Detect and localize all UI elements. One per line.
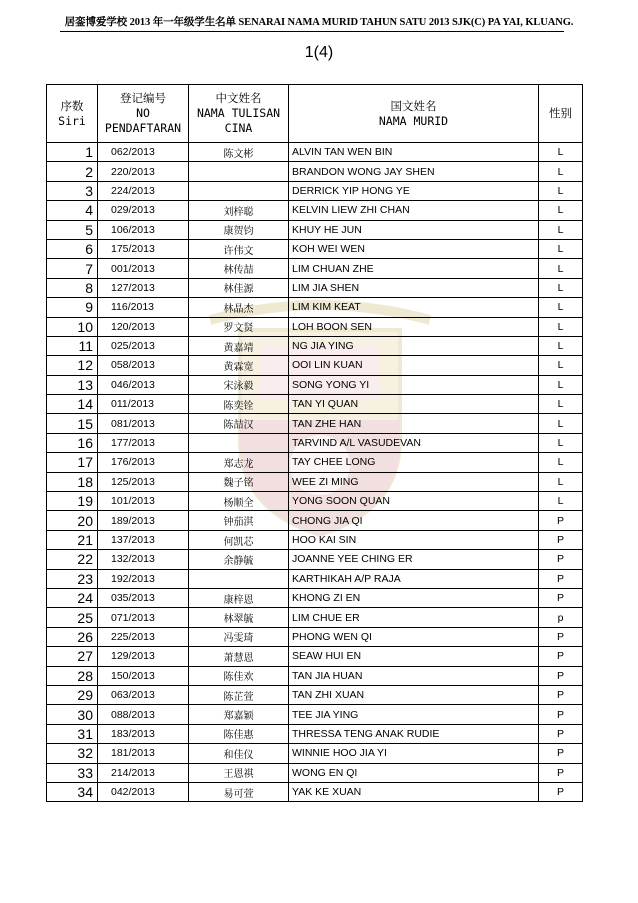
page-number: 1(4) xyxy=(304,44,334,61)
table-row xyxy=(47,472,583,491)
cell-siri: 4 xyxy=(47,201,98,220)
cell-no-pendaftaran: 137/2013 xyxy=(98,530,189,549)
cell-siri: 31 xyxy=(47,724,98,743)
cell-no-pendaftaran: 046/2013 xyxy=(98,375,189,394)
cell-nama-cina xyxy=(189,181,289,200)
column-header-siri xyxy=(47,85,98,143)
cell-nama-murid: TAN YI QUAN xyxy=(289,395,539,414)
cell-jantina: L xyxy=(539,375,583,394)
cell-nama-cina: 林晶杰 xyxy=(189,298,289,317)
cell-siri: 23 xyxy=(47,569,98,588)
cell-siri: 9 xyxy=(47,298,98,317)
cell-nama-murid: KHONG ZI EN xyxy=(289,588,539,607)
cell-no-pendaftaran: 120/2013 xyxy=(98,317,189,336)
cell-jantina: P xyxy=(539,685,583,704)
cell-siri: 12 xyxy=(47,356,98,375)
column-header-nama-murid xyxy=(289,85,539,143)
cell-nama-cina: 郑嘉颖 xyxy=(189,705,289,724)
cell-no-pendaftaran: 029/2013 xyxy=(98,201,189,220)
cell-siri: 5 xyxy=(47,220,98,239)
cell-nama-murid: LIM CHUE ER xyxy=(289,608,539,627)
cell-nama-cina: 余静毓 xyxy=(189,550,289,569)
cell-siri: 17 xyxy=(47,453,98,472)
cell-siri: 1 xyxy=(47,143,98,162)
cell-no-pendaftaran: 106/2013 xyxy=(98,220,189,239)
cell-nama-murid: LOH BOON SEN xyxy=(289,317,539,336)
header-line: 登记编号 xyxy=(120,91,166,105)
table-row xyxy=(47,530,583,549)
cell-nama-murid: PHONG WEN QI xyxy=(289,627,539,646)
cell-jantina: L xyxy=(539,317,583,336)
cell-jantina: L xyxy=(539,453,583,472)
cell-jantina: P xyxy=(539,782,583,801)
cell-nama-murid: YONG SOON QUAN xyxy=(289,492,539,511)
cell-nama-murid: SEAW HUI EN xyxy=(289,647,539,666)
cell-nama-murid: TEE JIA YING xyxy=(289,705,539,724)
cell-nama-cina: 林传喆 xyxy=(189,259,289,278)
cell-siri: 34 xyxy=(47,782,98,801)
cell-siri: 6 xyxy=(47,239,98,258)
cell-no-pendaftaran: 001/2013 xyxy=(98,259,189,278)
cell-nama-murid: JOANNE YEE CHING ER xyxy=(289,550,539,569)
cell-no-pendaftaran: 011/2013 xyxy=(98,395,189,414)
cell-no-pendaftaran: 127/2013 xyxy=(98,278,189,297)
cell-no-pendaftaran: 214/2013 xyxy=(98,763,189,782)
header-line: 性别 xyxy=(549,106,572,120)
cell-nama-murid: ALVIN TAN WEN BIN xyxy=(289,143,539,162)
cell-nama-murid: WINNIE HOO JIA YI xyxy=(289,744,539,763)
cell-no-pendaftaran: 071/2013 xyxy=(98,608,189,627)
cell-nama-cina: 康梓恩 xyxy=(189,588,289,607)
cell-no-pendaftaran: 183/2013 xyxy=(98,724,189,743)
cell-nama-cina: 陈文彬 xyxy=(189,143,289,162)
cell-nama-cina: 罗文贤 xyxy=(189,317,289,336)
table-row xyxy=(47,298,583,317)
table-row xyxy=(47,685,583,704)
cell-siri: 16 xyxy=(47,433,98,452)
cell-jantina: P xyxy=(539,588,583,607)
cell-nama-cina: 许伟文 xyxy=(189,239,289,258)
cell-jantina: P xyxy=(539,647,583,666)
table-row xyxy=(47,336,583,355)
cell-no-pendaftaran: 189/2013 xyxy=(98,511,189,530)
cell-no-pendaftaran: 220/2013 xyxy=(98,162,189,181)
cell-jantina: L xyxy=(539,356,583,375)
header-line: NAMA MURID xyxy=(378,113,449,128)
cell-jantina: L xyxy=(539,239,583,258)
cell-no-pendaftaran: 058/2013 xyxy=(98,356,189,375)
table-row xyxy=(47,724,583,743)
table-row xyxy=(47,356,583,375)
cell-jantina: P xyxy=(539,530,583,549)
cell-jantina: L xyxy=(539,181,583,200)
cell-nama-murid: DERRICK YIP HONG YE xyxy=(289,181,539,200)
cell-jantina: p xyxy=(539,608,583,627)
header-line: CINA xyxy=(224,121,253,135)
cell-jantina: P xyxy=(539,511,583,530)
cell-siri: 10 xyxy=(47,317,98,336)
cell-siri: 22 xyxy=(47,550,98,569)
header-line: PENDAFTARAN xyxy=(104,121,182,135)
cell-nama-murid: LIM CHUAN ZHE xyxy=(289,259,539,278)
cell-siri: 21 xyxy=(47,530,98,549)
cell-no-pendaftaran: 081/2013 xyxy=(98,414,189,433)
cell-nama-murid: TAN ZHI XUAN xyxy=(289,685,539,704)
cell-siri: 27 xyxy=(47,647,98,666)
cell-nama-cina: 刘梓聪 xyxy=(189,201,289,220)
table-row xyxy=(47,782,583,801)
cell-nama-murid: LIM KIM KEAT xyxy=(289,298,539,317)
cell-no-pendaftaran: 116/2013 xyxy=(98,298,189,317)
document-header: 居銮博爱学校 2013 年一年级学生名单 SENARAI NAMA MURID TAHUN SATU 2013 SJK(C) PA YAI, KLUANG. xyxy=(64,17,574,28)
header-line: 序数 xyxy=(60,98,84,113)
column-header-no-pendaftaran xyxy=(98,85,189,143)
cell-jantina: L xyxy=(539,143,583,162)
table-row xyxy=(47,550,583,569)
header-line: Siri xyxy=(58,113,86,128)
cell-nama-murid: YAK KE XUAN xyxy=(289,782,539,801)
cell-jantina: L xyxy=(539,492,583,511)
header-line: 国文姓名 xyxy=(390,98,437,113)
header-line: NO xyxy=(136,106,150,120)
cell-jantina: P xyxy=(539,724,583,743)
cell-no-pendaftaran: 042/2013 xyxy=(98,782,189,801)
table-row xyxy=(47,666,583,685)
cell-siri: 8 xyxy=(47,278,98,297)
table-row xyxy=(47,375,583,394)
cell-siri: 3 xyxy=(47,181,98,200)
cell-nama-murid: KELVIN LIEW ZHI CHAN xyxy=(289,201,539,220)
cell-nama-cina: 易可萱 xyxy=(189,782,289,801)
cell-nama-cina: 林翠毓 xyxy=(189,608,289,627)
cell-no-pendaftaran: 025/2013 xyxy=(98,336,189,355)
cell-no-pendaftaran: 063/2013 xyxy=(98,685,189,704)
table-row xyxy=(47,181,583,200)
table-row xyxy=(47,453,583,472)
cell-jantina: L xyxy=(539,162,583,181)
cell-nama-murid: BRANDON WONG JAY SHEN xyxy=(289,162,539,181)
cell-jantina: L xyxy=(539,278,583,297)
header-line: 中文姓名 xyxy=(215,91,262,105)
header-rule xyxy=(60,31,564,32)
table-row xyxy=(47,744,583,763)
table-row xyxy=(47,705,583,724)
cell-nama-murid: HOO KAI SIN xyxy=(289,530,539,549)
cell-siri: 28 xyxy=(47,666,98,685)
cell-siri: 25 xyxy=(47,608,98,627)
cell-siri: 18 xyxy=(47,472,98,491)
cell-nama-cina: 冯雯琦 xyxy=(189,627,289,646)
cell-siri: 24 xyxy=(47,588,98,607)
cell-no-pendaftaran: 125/2013 xyxy=(98,472,189,491)
cell-nama-murid: KOH WEI WEN xyxy=(289,239,539,258)
table-row xyxy=(47,492,583,511)
cell-nama-murid: WEE ZI MING xyxy=(289,472,539,491)
cell-jantina: P xyxy=(539,627,583,646)
cell-nama-murid: TAN JIA HUAN xyxy=(289,666,539,685)
cell-siri: 2 xyxy=(47,162,98,181)
cell-jantina: L xyxy=(539,336,583,355)
cell-siri: 7 xyxy=(47,259,98,278)
cell-siri: 20 xyxy=(47,511,98,530)
header-line: NAMA TULISAN xyxy=(196,106,281,120)
table-row xyxy=(47,395,583,414)
cell-no-pendaftaran: 129/2013 xyxy=(98,647,189,666)
table-row xyxy=(47,569,583,588)
cell-nama-murid: KARTHIKAH A/P RAJA xyxy=(289,569,539,588)
cell-siri: 11 xyxy=(47,336,98,355)
cell-jantina: L xyxy=(539,395,583,414)
cell-siri: 15 xyxy=(47,414,98,433)
cell-jantina: L xyxy=(539,201,583,220)
cell-no-pendaftaran: 035/2013 xyxy=(98,588,189,607)
cell-nama-cina xyxy=(189,433,289,452)
table-row xyxy=(47,239,583,258)
cell-nama-cina: 黄霖宽 xyxy=(189,356,289,375)
table-row xyxy=(47,588,583,607)
cell-nama-cina: 陈芷萱 xyxy=(189,685,289,704)
table-row xyxy=(47,317,583,336)
cell-no-pendaftaran: 088/2013 xyxy=(98,705,189,724)
cell-nama-cina: 陈喆汉 xyxy=(189,414,289,433)
cell-nama-murid: TARVIND A/L VASUDEVAN xyxy=(289,433,539,452)
cell-nama-cina xyxy=(189,569,289,588)
cell-nama-murid: SONG YONG YI xyxy=(289,375,539,394)
cell-jantina: P xyxy=(539,744,583,763)
cell-nama-murid: KHUY HE JUN xyxy=(289,220,539,239)
cell-no-pendaftaran: 177/2013 xyxy=(98,433,189,452)
table-row xyxy=(47,143,583,162)
cell-siri: 13 xyxy=(47,375,98,394)
cell-jantina: L xyxy=(539,414,583,433)
cell-nama-cina: 林佳源 xyxy=(189,278,289,297)
cell-nama-cina: 魏子铭 xyxy=(189,472,289,491)
cell-no-pendaftaran: 224/2013 xyxy=(98,181,189,200)
cell-jantina: P xyxy=(539,705,583,724)
cell-nama-cina: 黄嘉靖 xyxy=(189,336,289,355)
cell-nama-cina: 何凯芯 xyxy=(189,530,289,549)
cell-no-pendaftaran: 132/2013 xyxy=(98,550,189,569)
cell-nama-murid: TAN ZHE HAN xyxy=(289,414,539,433)
cell-no-pendaftaran: 175/2013 xyxy=(98,239,189,258)
cell-jantina: P xyxy=(539,569,583,588)
table-row xyxy=(47,220,583,239)
cell-siri: 29 xyxy=(47,685,98,704)
cell-siri: 32 xyxy=(47,744,98,763)
cell-siri: 14 xyxy=(47,395,98,414)
cell-nama-cina: 钟茄淇 xyxy=(189,511,289,530)
cell-nama-cina: 康贺钧 xyxy=(189,220,289,239)
cell-no-pendaftaran: 062/2013 xyxy=(98,143,189,162)
column-header-jantina xyxy=(539,85,583,143)
cell-nama-cina xyxy=(189,162,289,181)
table-row xyxy=(47,414,583,433)
cell-nama-cina: 和佳仪 xyxy=(189,744,289,763)
cell-jantina: L xyxy=(539,472,583,491)
cell-no-pendaftaran: 101/2013 xyxy=(98,492,189,511)
table-row xyxy=(47,647,583,666)
cell-siri: 26 xyxy=(47,627,98,646)
table-row xyxy=(47,627,583,646)
cell-nama-cina: 宋泳毅 xyxy=(189,375,289,394)
cell-nama-cina: 陈佳欢 xyxy=(189,666,289,685)
cell-siri: 30 xyxy=(47,705,98,724)
cell-siri: 19 xyxy=(47,492,98,511)
table-row xyxy=(47,201,583,220)
table-row xyxy=(47,278,583,297)
cell-nama-cina: 杨顺全 xyxy=(189,492,289,511)
cell-no-pendaftaran: 225/2013 xyxy=(98,627,189,646)
cell-jantina: P xyxy=(539,550,583,569)
cell-jantina: L xyxy=(539,220,583,239)
cell-nama-murid: WONG EN QI xyxy=(289,763,539,782)
cell-nama-murid: OOI LIN KUAN xyxy=(289,356,539,375)
cell-nama-murid: CHONG JIA QI xyxy=(289,511,539,530)
table-row xyxy=(47,433,583,452)
cell-jantina: L xyxy=(539,298,583,317)
cell-nama-cina: 陈佳惠 xyxy=(189,724,289,743)
cell-nama-murid: NG JIA YING xyxy=(289,336,539,355)
cell-jantina: P xyxy=(539,763,583,782)
column-header-nama-cina xyxy=(189,85,289,143)
cell-no-pendaftaran: 176/2013 xyxy=(98,453,189,472)
cell-jantina: L xyxy=(539,433,583,452)
cell-no-pendaftaran: 150/2013 xyxy=(98,666,189,685)
cell-nama-murid: THRESSA TENG ANAK RUDIE xyxy=(289,724,539,743)
table-row xyxy=(47,259,583,278)
cell-nama-cina: 郑志龙 xyxy=(189,453,289,472)
student-list-table xyxy=(46,84,583,802)
cell-nama-cina: 王恩祺 xyxy=(189,763,289,782)
cell-siri: 33 xyxy=(47,763,98,782)
cell-no-pendaftaran: 192/2013 xyxy=(98,569,189,588)
cell-nama-murid: TAY CHEE LONG xyxy=(289,453,539,472)
table-header-row xyxy=(47,85,583,143)
cell-nama-cina: 萧慧恩 xyxy=(189,647,289,666)
cell-jantina: L xyxy=(539,259,583,278)
table-row xyxy=(47,608,583,627)
table-row xyxy=(47,162,583,181)
table-row xyxy=(47,763,583,782)
cell-nama-murid: LIM JIA SHEN xyxy=(289,278,539,297)
table-row xyxy=(47,511,583,530)
cell-nama-cina: 陈奕铨 xyxy=(189,395,289,414)
cell-no-pendaftaran: 181/2013 xyxy=(98,744,189,763)
cell-jantina: P xyxy=(539,666,583,685)
